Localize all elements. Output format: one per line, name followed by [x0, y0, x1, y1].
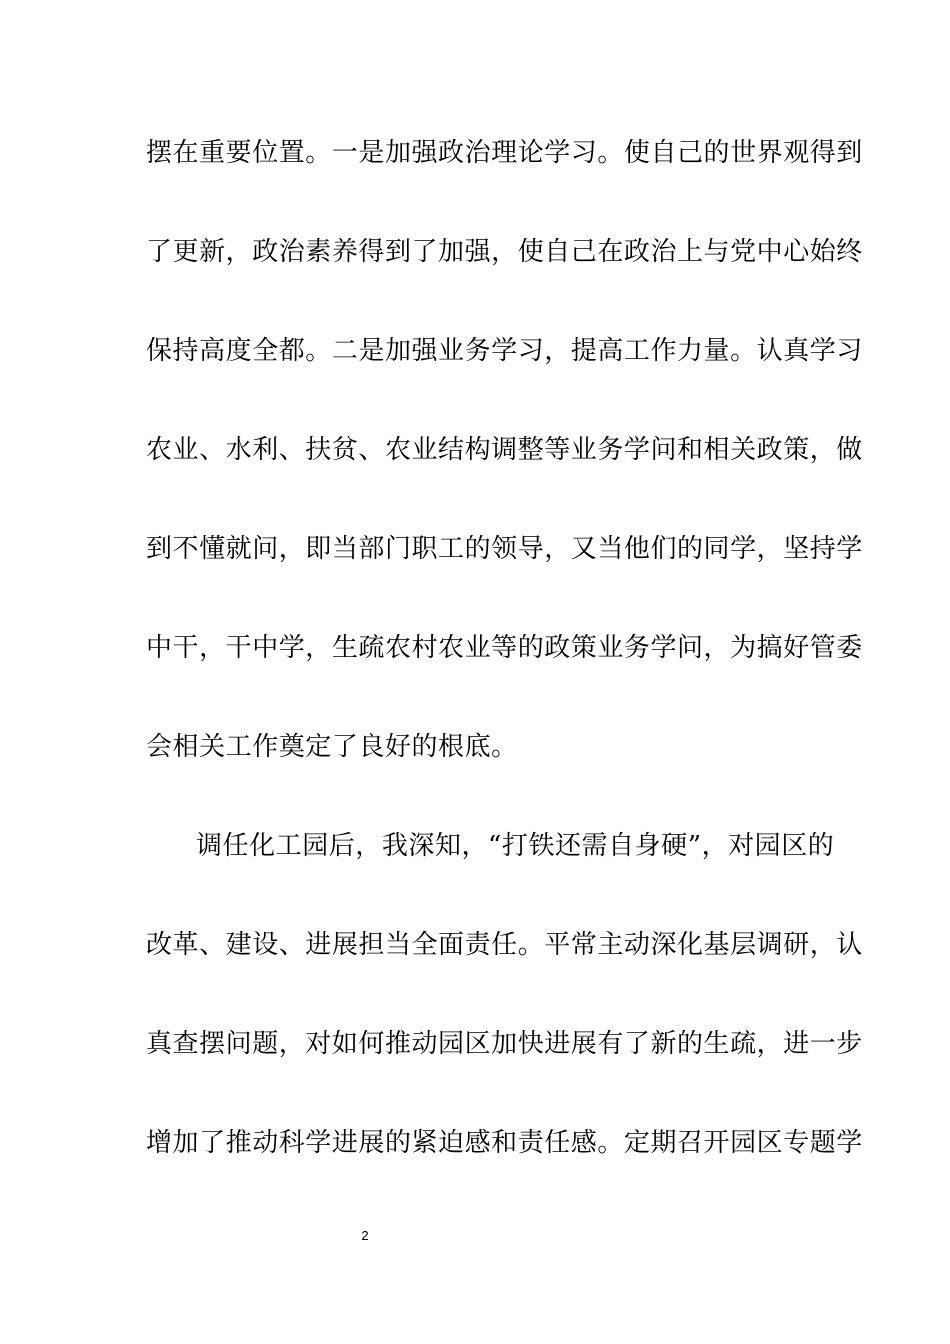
text-line-1: 摆在重要位置。一是加强政治理论学习。使自己的世界观得到 [146, 138, 863, 168]
text-line-2: 了更新，政治素养得到了加强，使自己在政治上与党中心始终 [146, 237, 863, 267]
text-line-5: 到不懂就问，即当部门职工的领导，又当他们的同学，坚持学 [146, 534, 863, 564]
text-line-4: 农业、水利、扶贫、农业结构调整等业务学问和相关政策，做 [146, 435, 863, 465]
text-line-9: 改革、建设、进展担当全面责任。平常主动深化基层调研，认 [146, 930, 863, 960]
text-line-3: 保持高度全都。二是加强业务学习，提高工作力量。认真学习 [146, 336, 863, 366]
text-line-8-paragraph-start: 调任化工园后，我深知，“打铁还需自身硬”，对园区的 [196, 831, 835, 861]
text-line-10: 真查摆问题，对如何推动园区加快进展有了新的生疏，进一步 [146, 1029, 863, 1059]
text-line-11: 增加了推动科学进展的紧迫感和责任感。定期召开园区专题学 [146, 1128, 863, 1158]
text-line-7: 会相关工作奠定了良好的根底。 [146, 732, 518, 762]
text-line-6: 中干，干中学，生疏农村农业等的政策业务学问，为搞好管委 [146, 633, 863, 663]
page-number: 2 [361, 1228, 369, 1243]
